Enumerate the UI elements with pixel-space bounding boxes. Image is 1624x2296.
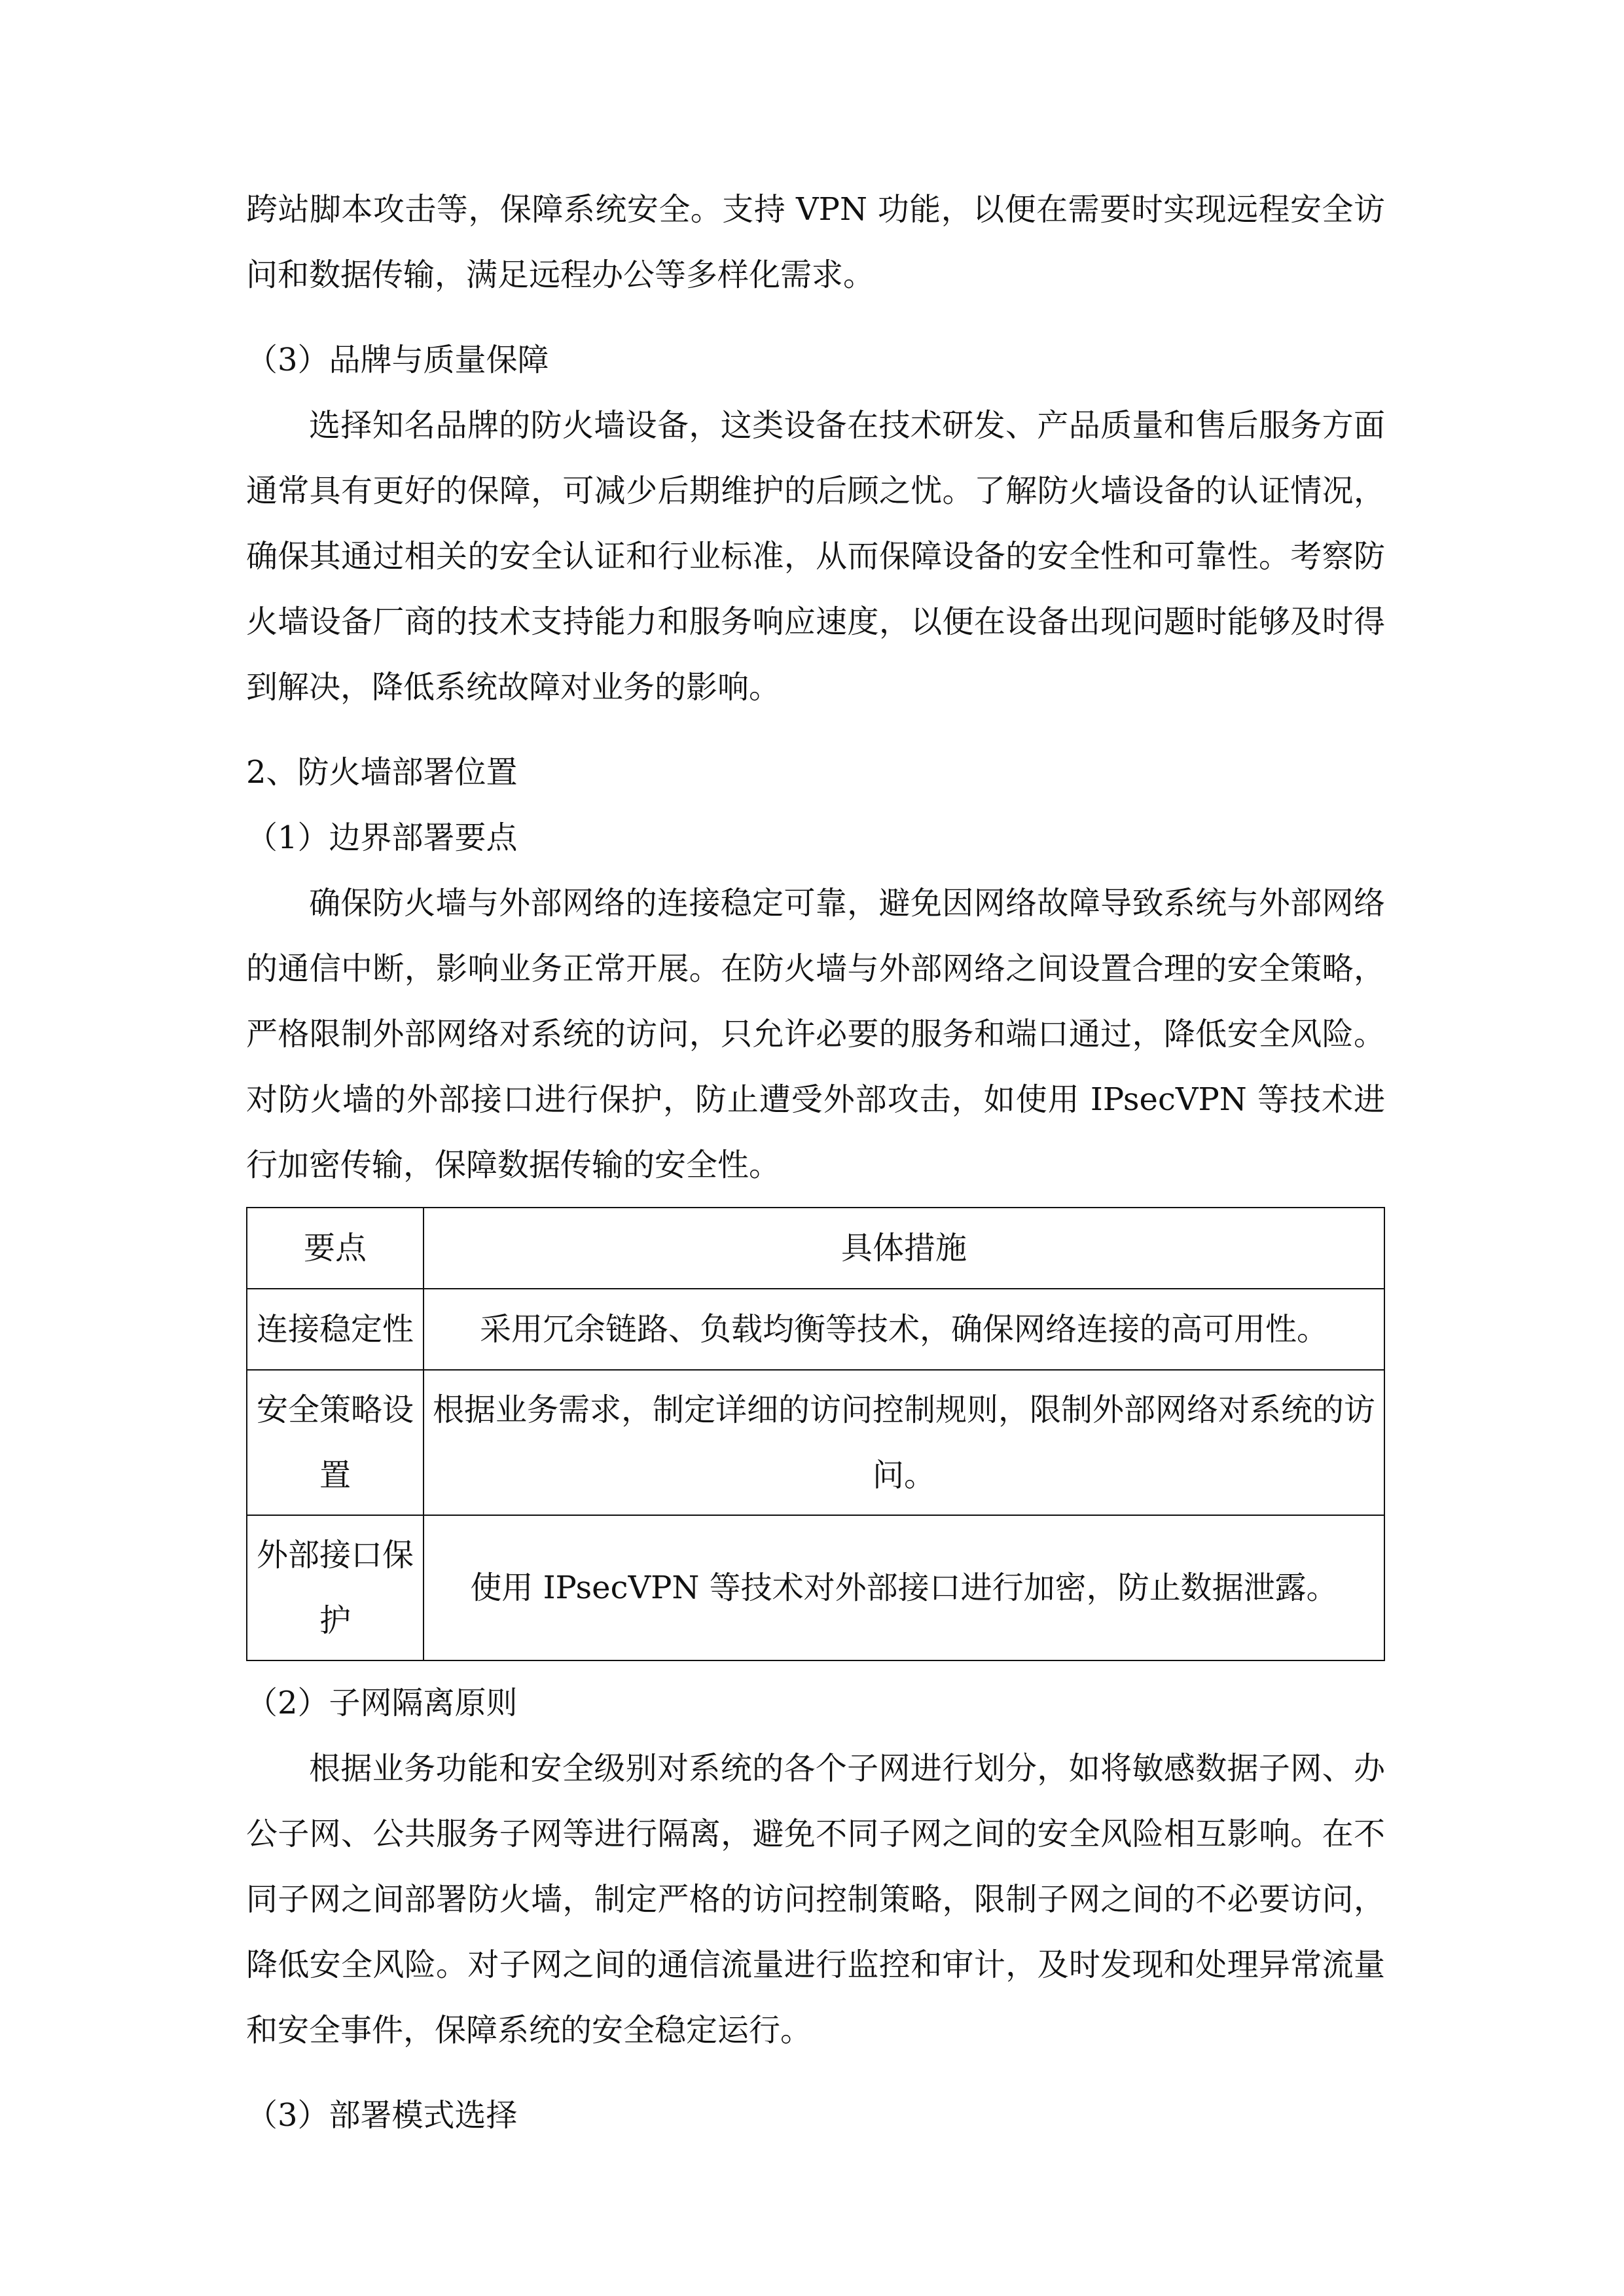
subsection-body-subnet: 根据业务功能和安全级别对系统的各个子网进行划分，如将敏感数据子网、办公子网、公共服务子网等进行隔离，避免不同子网之间的安全风险相互影响。在不同子网之间部署防火墙，制定严格的访问控制策略，限制子网之间的不必要访问，降低安全风险。对子网之间的通信流量进行监控和审计，及时发现和处理异常流量和安全事件，保障系统的安全稳定运行。	[246, 1750, 1385, 2049]
table-cell-measure: 采用冗余链路、负载均衡等技术，确保网络连接的高可用性。	[424, 1289, 1384, 1370]
subsection-heading-mode: （3）部署模式选择	[246, 2097, 518, 2134]
table-cell-point: 连接稳定性	[247, 1289, 424, 1370]
section-body-brand: 选择知名品牌的防火墙设备，这类设备在技术研发、产品质量和售后服务方面通常具有更好的保障，可减少后期维护的后顾之忧。了解防火墙设备的认证情况，确保其通过相关的安全认证和行业标准，从而保障设备的安全性和可靠性。考察防火墙设备厂商的技术支持能力和服务响应速度，以便在设备出现问题时能够及时得到解决，降低系统故障对业务的影响。	[246, 407, 1385, 706]
table-header-row	[247, 1208, 1384, 1289]
table-header-point: 要点	[247, 1208, 424, 1289]
table-cell-measure: 使用 IPsecVPN 等技术对外部接口进行加密，防止数据泄露。	[424, 1515, 1384, 1660]
table-cell-measure: 根据业务需求，制定详细的访问控制规则，限制外部网络对系统的访问。	[424, 1370, 1384, 1515]
document-body	[246, 177, 1385, 2148]
subsection-heading-border: （1）边界部署要点	[246, 819, 518, 856]
section-heading-deploy: 2、防火墙部署位置	[246, 754, 518, 791]
table-header-measure: 具体措施	[424, 1208, 1384, 1289]
table-cell-point: 外部接口保护	[247, 1515, 424, 1660]
intro-paragraph: 跨站脚本攻击等，保障系统安全。支持 VPN 功能，以便在需要时实现远程安全访问和数据传输，满足远程办公等多样化需求。	[246, 191, 1385, 293]
table-row	[247, 1515, 1384, 1660]
section-heading-brand: （3）品牌与质量保障	[246, 342, 549, 378]
table-row	[247, 1370, 1384, 1515]
border-measures-table	[246, 1207, 1385, 1661]
subsection-body-border: 确保防火墙与外部网络的连接稳定可靠，避免因网络故障导致系统与外部网络的通信中断，影响业务正常开展。在防火墙与外部网络之间设置合理的安全策略，严格限制外部网络对系统的访问，只允许必要的服务和端口通过，降低安全风险。对防火墙的外部接口进行保护，防止遭受外部攻击，如使用 IPsecVPN 等技术进行加密传输，保障数据传输的安全性。	[246, 885, 1385, 1183]
subsection-heading-subnet: （2）子网隔离原则	[246, 1685, 518, 1721]
table-cell-point: 安全策略设置	[247, 1370, 424, 1515]
table-row	[247, 1289, 1384, 1370]
